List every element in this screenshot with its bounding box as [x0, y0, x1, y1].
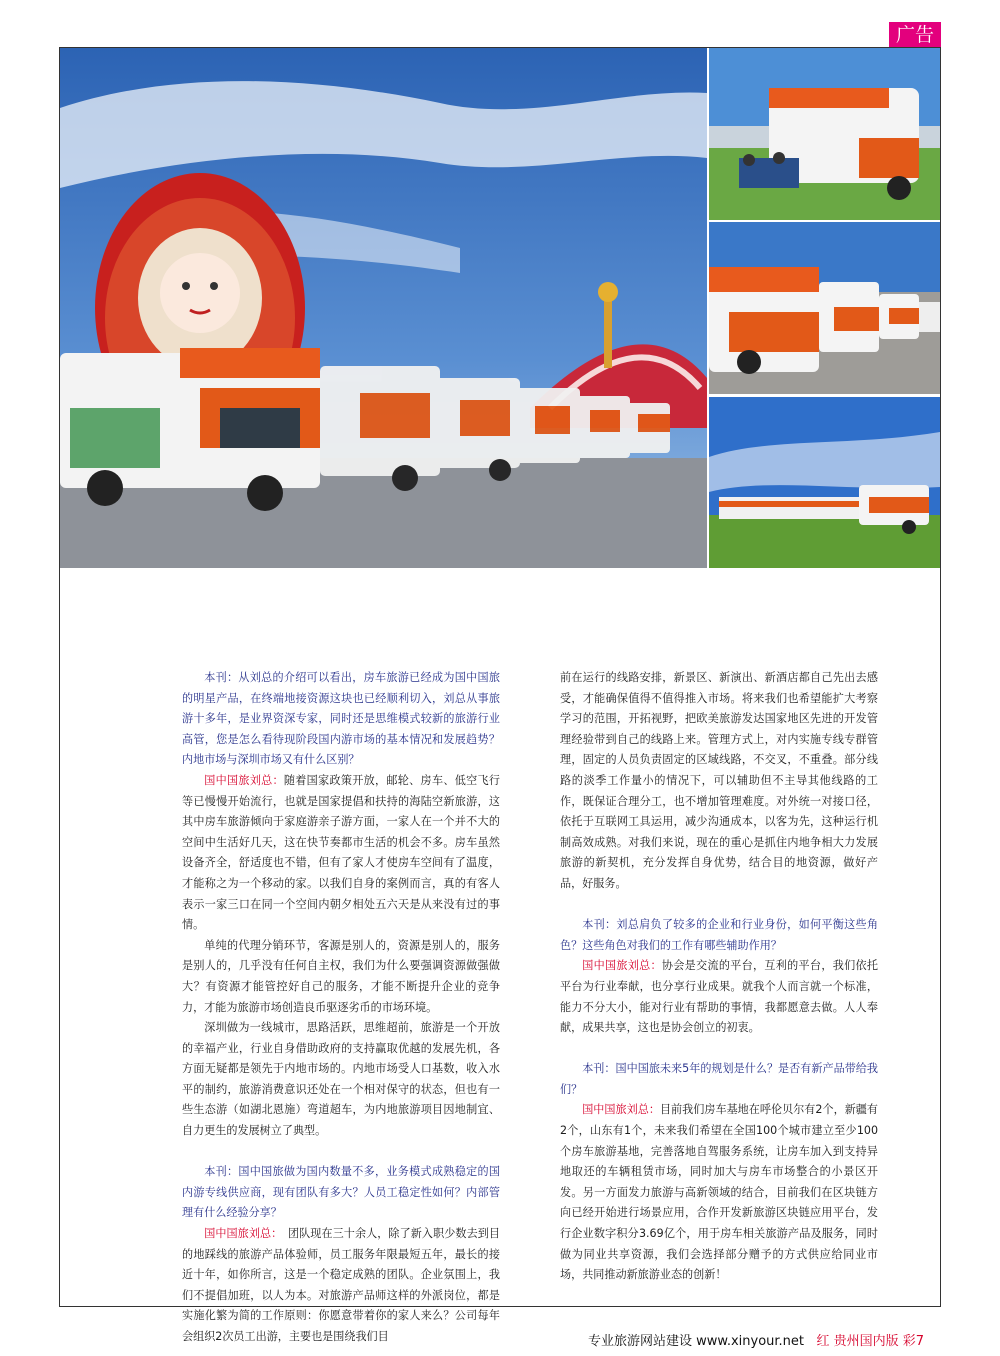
- page-footer: [588, 1330, 924, 1349]
- question-3: 本刊：刘总肩负了较多的企业和行业身份，如何平衡这些角色？这些角色对我们的工作有哪些辅助作用？: [560, 918, 878, 952]
- answer-4: 国中国旅刘总：目前我们房车基地在呼伦贝尔有2个，新疆有2个，山东有1个，未来我们希望在全国100个城市建立至少100个房车旅游基地，完善落地自驾服务系统，让房车加入到支持异地取还的车辆租赁市场，同时加大与房车市场整合的小景区开发。另一方面发力旅游与高新领域的结合，目前我们在区块链方向已经开始进行场景应用，合作开发新旅游区块链应用平台，发行企业数字积分3.69亿个，用于房车相关旅游产品及服务，同时做为同业共享资源，我们会选择部分赠予的方式供应给同业市场，共同推动新旅游业态的创新！: [560, 1103, 878, 1282]
- spacer: [560, 895, 878, 916]
- spacer: [560, 1039, 878, 1060]
- spacer: [182, 1142, 500, 1163]
- answer-3: 国中国旅刘总：协会是交流的平台，互利的平台，我们依托平台为行业奉献，也分享行业成果。就我个人而言就一个标准，能力不分大小，能对行业有帮助的事情，我都愿意去做。人人奉献，成果共享，这也是协会创立的初衷。: [560, 959, 878, 1035]
- answer-1: 国中国旅刘总：随着国家政策开放，邮轮、房车、低空飞行等已慢慢开始流行，也就是国家提倡和扶持的海陆空新旅游，这其中房车旅游倾向于家庭游亲子游方面，一家人在一个并不大的空间中生活好几天，这在快节奏都市生活的机会不多。房车虽然设备齐全，舒适度也不错，但有了家人才使房车空间有了温度，才能称之为一个移动的家。以我们自身的案例而言，真的有客人表示一家三口在同一个空间内朝夕相处五六天是从来没有过的事情。: [182, 773, 500, 932]
- answer-2: 国中国旅刘总： 团队现在三十余人，除了新入职少数去到目的地踩线的旅游产品体验师，员工服务年限最短五年，最长的接近十年，如你所言，这是一个稳定成熟的团队。企业氛围上，我们不提倡加班，以人为本。对旅游产品师这样的外派岗位，都是实施化繁为简的工作原则：你愿意带着你的家人来么？公司每年会组织2次员工出游，主要也是围绕我们目: [182, 1227, 500, 1343]
- footer-site-text: 专业旅游网站建设 www.xinyour.net: [588, 1334, 805, 1349]
- main-photo: [60, 48, 707, 568]
- question-4: 本刊：国中国旅未来5年的规划是什么？是否有新产品带给我们？: [560, 1062, 878, 1096]
- article-right-column: [560, 668, 878, 1286]
- paragraph-2: 深圳做为一线城市，思路活跃，思维超前，旅游是一个开放的幸福产业，行业自身借助政府的支持赢取优越的发展先机，各方面无疑都是领先于内地市场的。内地市场受人口基数，收入水平的制约，旅游消费意识还处在一个相对保守的状态，但也有一些生态游（如湖北恩施）弯道超车，为内地旅游项目因地制宜、自力更生的发展树立了典型。: [182, 1021, 500, 1138]
- rv-row-photo: [709, 222, 940, 394]
- question-2: 本刊：国中国旅做为国内数量不多，业务模式成熟稳定的国内游专线供应商，现有团队有多大？人员工稳定性如何？内部管理有什么经验分享？: [182, 1165, 500, 1220]
- footer-edition: 红 贵州国内版 彩7: [816, 1334, 924, 1349]
- ad-label: 广告: [889, 22, 941, 48]
- rv-grassland-photo: [709, 397, 940, 568]
- rv-camping-photo: [709, 48, 940, 220]
- article-left-column: [182, 668, 500, 1348]
- paragraph-3: 前在运行的线路安排，新景区、新演出、新酒店都自己先出去感受，才能确保值得不值得推入市场。将来我们也希望能扩大考察学习的范围，开拓视野，把欧美旅游发达国家地区先进的开发管理经验带到自己的线路上来。管理方式上，对内实施专线专群管理，固定的人员负责固定的区域线路，不交叉，不重叠。部分线路的淡季工作量小的情况下，可以辅助但不主导其他线路的工作，既保证合理分工，也不增加管理难度。对外统一对接口径，依托于互联网工具运用，减少沟通成本，以客为先，这种运行机制高效成熟。对我们来说，现在的重心是抓住内地争相大力发展旅游的新契机，充分发挥自身优势，结合目的地资源，做好产品，好服务。: [560, 671, 878, 890]
- paragraph-1: 单纯的代理分销环节，客源是别人的，资源是别人的，服务是别人的，几乎没有任何自主权，我们为什么要强调资源做强做大？有资源才能管控好自己的服务，才能不断提升企业的竞争力，才能为旅游市场创造良币驱逐劣币的市场环境。: [182, 938, 500, 1014]
- question-1: 本刊：从刘总的介绍可以看出，房车旅游已经成为国中国旅的明星产品，在终端地接资源这块也已经顺利切入，刘总从事旅游十多年，是业界资深专家，同时还是思维模式较新的旅游行业高管，您是怎么看待现阶段国内游市场的基本情况和发展趋势？内地市场与深圳市场又有什么区别？: [182, 671, 500, 767]
